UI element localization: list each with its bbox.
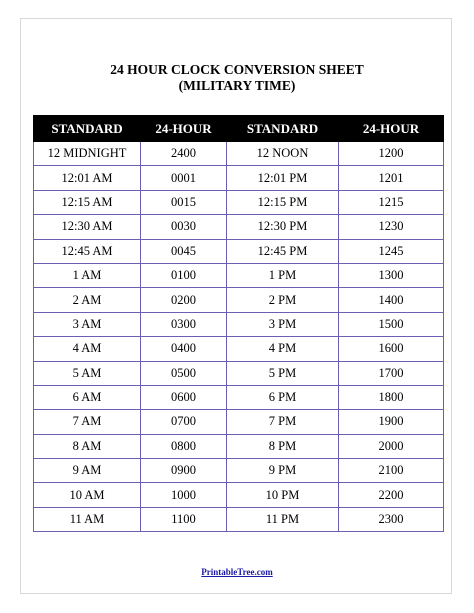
cell-24hour-pm: 1215 xyxy=(339,190,444,214)
cell-24hour-pm: 2000 xyxy=(339,434,444,458)
cell-standard-am: 1 AM xyxy=(34,263,141,287)
table-row xyxy=(34,459,444,483)
cell-standard-pm: 4 PM xyxy=(227,337,339,361)
cell-24hour-am: 0001 xyxy=(141,166,227,190)
cell-standard-pm: 12:15 PM xyxy=(227,190,339,214)
cell-standard-pm: 2 PM xyxy=(227,288,339,312)
cell-24hour-am: 0800 xyxy=(141,434,227,458)
cell-24hour-am: 0200 xyxy=(141,288,227,312)
cell-24hour-am: 0900 xyxy=(141,459,227,483)
cell-standard-pm: 12:45 PM xyxy=(227,239,339,263)
cell-24hour-am: 2400 xyxy=(141,142,227,166)
cell-24hour-pm: 1230 xyxy=(339,215,444,239)
header-standard-pm: STANDARD xyxy=(227,116,339,142)
cell-standard-pm: 8 PM xyxy=(227,434,339,458)
cell-standard-am: 12:01 AM xyxy=(34,166,141,190)
cell-standard-am: 12:45 AM xyxy=(34,239,141,263)
cell-standard-am: 11 AM xyxy=(34,507,141,531)
cell-24hour-pm: 1245 xyxy=(339,239,444,263)
header-standard-am: STANDARD xyxy=(34,116,141,142)
table-row xyxy=(34,263,444,287)
cell-24hour-pm: 1900 xyxy=(339,410,444,434)
cell-standard-am: 2 AM xyxy=(34,288,141,312)
title-line-2: (MILITARY TIME) xyxy=(178,78,296,93)
cell-24hour-am: 0100 xyxy=(141,263,227,287)
cell-24hour-pm: 1800 xyxy=(339,385,444,409)
header-24hour-am: 24-HOUR xyxy=(141,116,227,142)
title-line-1: 24 HOUR CLOCK CONVERSION SHEET xyxy=(110,62,364,77)
table-row xyxy=(34,385,444,409)
cell-24hour-pm: 1400 xyxy=(339,288,444,312)
cell-standard-pm: 12 NOON xyxy=(227,142,339,166)
cell-standard-pm: 5 PM xyxy=(227,361,339,385)
cell-24hour-am: 0030 xyxy=(141,215,227,239)
cell-standard-pm: 11 PM xyxy=(227,507,339,531)
cell-standard-am: 7 AM xyxy=(34,410,141,434)
footer-link[interactable]: PrintableTree.com xyxy=(201,567,273,577)
cell-24hour-am: 0600 xyxy=(141,385,227,409)
table-row xyxy=(34,361,444,385)
cell-standard-am: 9 AM xyxy=(34,459,141,483)
cell-24hour-pm: 1200 xyxy=(339,142,444,166)
table-row xyxy=(34,507,444,531)
cell-standard-pm: 1 PM xyxy=(227,263,339,287)
cell-24hour-pm: 2300 xyxy=(339,507,444,531)
cell-standard-am: 12:15 AM xyxy=(34,190,141,214)
table-row xyxy=(34,239,444,263)
cell-24hour-pm: 1600 xyxy=(339,337,444,361)
table-header-row xyxy=(34,116,444,142)
cell-24hour-pm: 1700 xyxy=(339,361,444,385)
cell-standard-am: 5 AM xyxy=(34,361,141,385)
table-row xyxy=(34,288,444,312)
table-row xyxy=(34,312,444,336)
table-row xyxy=(34,410,444,434)
cell-standard-pm: 10 PM xyxy=(227,483,339,507)
cell-24hour-pm: 1201 xyxy=(339,166,444,190)
cell-standard-pm: 7 PM xyxy=(227,410,339,434)
document-title xyxy=(0,62,474,94)
cell-standard-pm: 12:30 PM xyxy=(227,215,339,239)
cell-standard-pm: 6 PM xyxy=(227,385,339,409)
cell-standard-pm: 9 PM xyxy=(227,459,339,483)
table-row xyxy=(34,215,444,239)
cell-24hour-am: 1100 xyxy=(141,507,227,531)
table-body xyxy=(34,142,444,532)
cell-24hour-pm: 1500 xyxy=(339,312,444,336)
cell-standard-am: 10 AM xyxy=(34,483,141,507)
cell-standard-am: 12:30 AM xyxy=(34,215,141,239)
cell-24hour-am: 0700 xyxy=(141,410,227,434)
header-24hour-pm: 24-HOUR xyxy=(339,116,444,142)
table-row xyxy=(34,337,444,361)
cell-24hour-am: 1000 xyxy=(141,483,227,507)
table-row xyxy=(34,434,444,458)
cell-standard-am: 6 AM xyxy=(34,385,141,409)
cell-standard-pm: 12:01 PM xyxy=(227,166,339,190)
cell-standard-am: 8 AM xyxy=(34,434,141,458)
cell-24hour-am: 0045 xyxy=(141,239,227,263)
cell-24hour-pm: 1300 xyxy=(339,263,444,287)
conversion-table xyxy=(33,115,444,532)
table-row xyxy=(34,166,444,190)
cell-24hour-am: 0500 xyxy=(141,361,227,385)
table-row xyxy=(34,142,444,166)
cell-standard-am: 4 AM xyxy=(34,337,141,361)
table-row xyxy=(34,190,444,214)
cell-24hour-am: 0015 xyxy=(141,190,227,214)
cell-standard-am: 3 AM xyxy=(34,312,141,336)
cell-standard-am: 12 MIDNIGHT xyxy=(34,142,141,166)
cell-24hour-pm: 2100 xyxy=(339,459,444,483)
cell-24hour-am: 0400 xyxy=(141,337,227,361)
cell-24hour-pm: 2200 xyxy=(339,483,444,507)
cell-24hour-am: 0300 xyxy=(141,312,227,336)
table-row xyxy=(34,483,444,507)
cell-standard-pm: 3 PM xyxy=(227,312,339,336)
